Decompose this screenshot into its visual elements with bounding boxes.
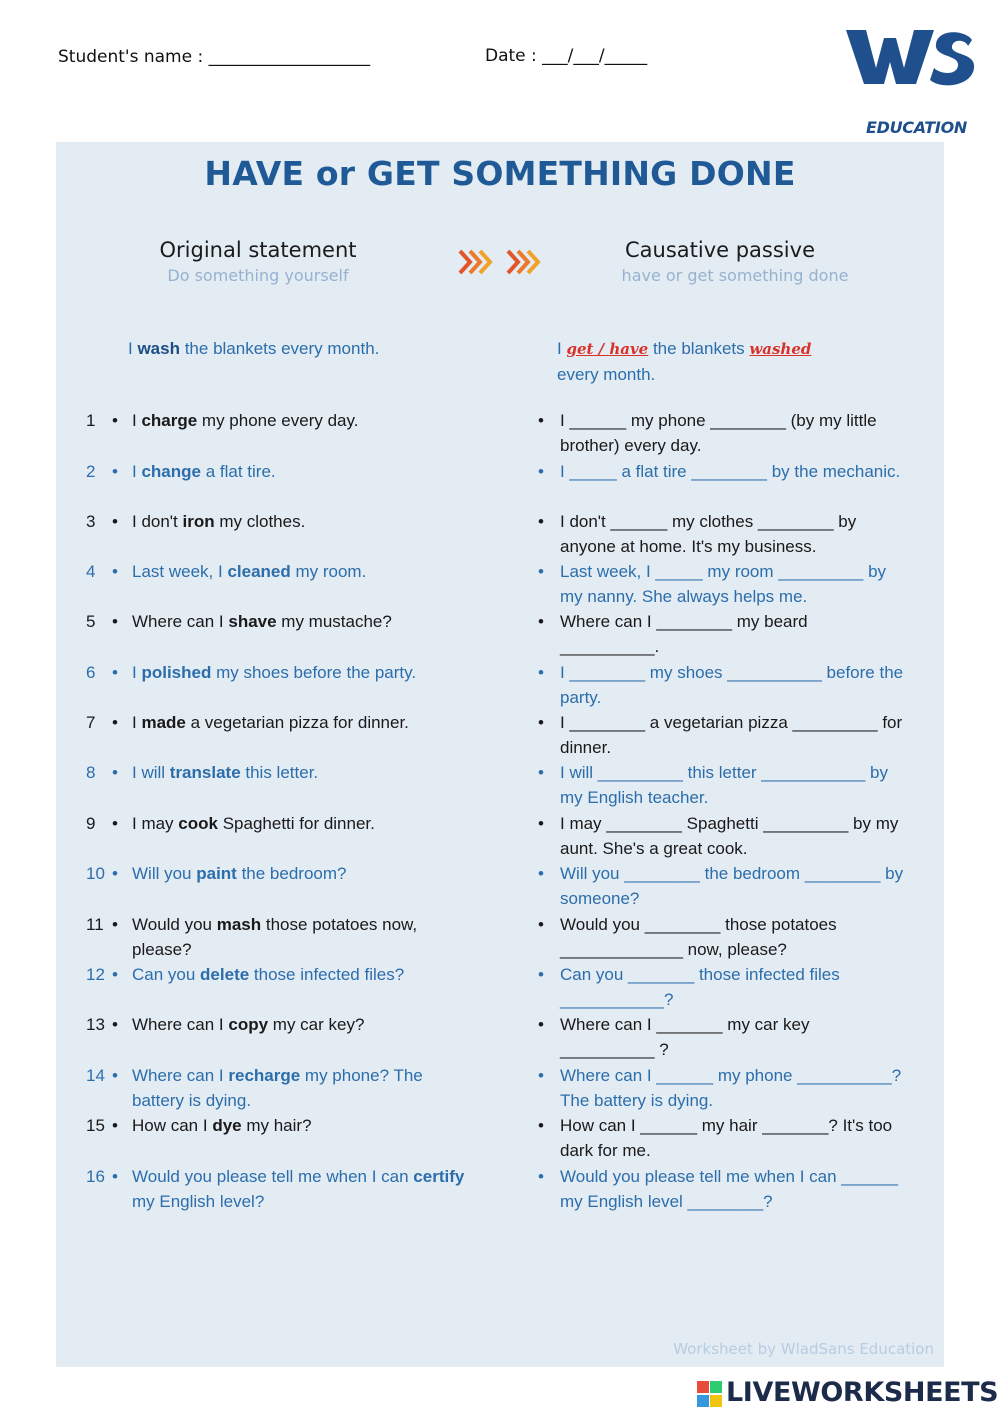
bullet-icon: • xyxy=(112,562,118,581)
item-number: 6 xyxy=(86,663,96,682)
bullet-icon: • xyxy=(112,411,118,430)
item-number: 10 xyxy=(86,864,105,883)
chevron-arrows-icon xyxy=(458,247,550,277)
item-number: 13 xyxy=(86,1015,105,1034)
bullet-icon: • xyxy=(538,411,544,430)
right-column-heading: Causative passive xyxy=(624,238,815,262)
item-number: 5 xyxy=(86,612,96,631)
bullet-icon: • xyxy=(538,562,544,581)
bullet-icon: • xyxy=(538,713,544,732)
original-sentence: Will you paint the bedroom? xyxy=(132,864,347,883)
original-sentence: Where can I recharge my phone? The battery is dying. xyxy=(132,1066,423,1110)
original-sentence: Can you delete those infected files? xyxy=(132,965,405,984)
example-answer-get-have: get / have xyxy=(566,340,649,358)
item-number: 3 xyxy=(86,512,96,531)
liveworksheets-brand: LIVEWORKSHEETS xyxy=(726,1377,999,1408)
bullet-icon: • xyxy=(112,612,118,631)
bullet-icon: • xyxy=(538,814,544,833)
original-sentence: How can I dye my hair? xyxy=(132,1116,312,1135)
causative-answer-field[interactable]: Would you ________ those potatoes _____________ now, please? xyxy=(560,915,837,959)
original-sentence: I may cook Spaghetti for dinner. xyxy=(132,814,375,833)
bullet-icon: • xyxy=(538,663,544,682)
item-number: 7 xyxy=(86,713,96,732)
causative-answer-field[interactable]: I ________ a vegetarian pizza _________ for dinner. xyxy=(560,713,903,757)
ws-logo-icon xyxy=(846,26,976,88)
original-sentence: Would you please tell me when I can certify my English level? xyxy=(132,1167,465,1211)
bullet-icon: • xyxy=(538,965,544,984)
bullet-icon: • xyxy=(538,512,544,531)
item-number: 1 xyxy=(86,411,96,430)
example-original: I wash the blankets every month. xyxy=(128,339,380,358)
bullet-icon: • xyxy=(112,1015,118,1034)
right-column-subheading: have or get something done xyxy=(621,266,849,285)
item-number: 2 xyxy=(86,462,96,481)
item-number: 11 xyxy=(86,915,104,934)
bullet-icon: • xyxy=(112,1167,118,1186)
causative-answer-field[interactable]: Where can I ________ my beard __________. xyxy=(560,612,808,656)
causative-answer-field[interactable]: Will you ________ the bedroom ________ by someone? xyxy=(560,864,904,908)
causative-answer-field[interactable]: Last week, I _____ my room _________ by my nanny. She always helps me. xyxy=(560,562,887,606)
original-sentence: Would you mash those potatoes now, please? xyxy=(132,915,418,959)
bullet-icon: • xyxy=(112,814,118,833)
page-title: HAVE or GET SOMETHING DONE xyxy=(204,154,796,193)
bullet-icon: • xyxy=(112,965,118,984)
causative-answer-field[interactable]: Where can I ______ my phone __________? The battery is dying. xyxy=(560,1066,902,1110)
original-sentence: Where can I copy my car key? xyxy=(132,1015,365,1034)
original-sentence: I made a vegetarian pizza for dinner. xyxy=(132,713,409,732)
left-column-heading: Original statement xyxy=(159,238,357,262)
bullet-icon: • xyxy=(538,612,544,631)
bullet-icon: • xyxy=(538,763,544,782)
original-sentence: Where can I shave my mustache? xyxy=(132,612,392,631)
bullet-icon: • xyxy=(538,864,544,883)
example-answer-washed: washed xyxy=(749,340,812,358)
item-number: 4 xyxy=(86,562,96,581)
original-sentence: I polished my shoes before the party. xyxy=(132,663,417,682)
left-column-subheading: Do something yourself xyxy=(167,266,349,285)
bullet-icon: • xyxy=(538,1015,544,1034)
causative-answer-field[interactable]: Would you please tell me when I can ______ my English level ________? xyxy=(560,1167,899,1211)
logo-education-text: EDUCATION xyxy=(866,118,967,137)
original-sentence: I don't iron my clothes. xyxy=(132,512,306,531)
bullet-icon: • xyxy=(538,915,544,934)
bullet-icon: • xyxy=(112,763,118,782)
causative-answer-field[interactable]: I _____ a flat tire ________ by the mechanic. xyxy=(560,462,901,481)
causative-answer-field[interactable]: Can you _______ those infected files ___________? xyxy=(560,965,840,1009)
left-column-header xyxy=(108,238,408,285)
bullet-icon: • xyxy=(112,462,118,481)
item-number: 9 xyxy=(86,814,96,833)
bullet-icon: • xyxy=(112,864,118,883)
date-field[interactable]: Date : ___/___/_____ xyxy=(485,46,648,66)
causative-answer-field[interactable]: How can I ______ my hair _______? It's too dark for me. xyxy=(560,1116,893,1160)
causative-answer-field[interactable]: I ______ my phone ________ (by my little brother) every day. xyxy=(560,411,877,455)
item-number: 14 xyxy=(86,1066,105,1085)
original-sentence: I charge my phone every day. xyxy=(132,411,359,430)
student-name-field[interactable]: Student's name : ___________________ xyxy=(58,47,371,67)
bullet-icon: • xyxy=(112,713,118,732)
item-number: 8 xyxy=(86,763,96,782)
bullet-icon: • xyxy=(112,1066,118,1085)
original-sentence: Last week, I cleaned my room. xyxy=(132,562,367,581)
item-number: 16 xyxy=(86,1167,105,1186)
original-sentence: I will translate this letter. xyxy=(132,763,319,782)
causative-answer-field[interactable]: I ________ my shoes __________ before the party. xyxy=(560,663,904,707)
example-causative: I get / have the blankets washed every month. xyxy=(557,339,812,384)
bullet-icon: • xyxy=(112,512,118,531)
bullet-icon: • xyxy=(112,1116,118,1135)
bullet-icon: • xyxy=(538,1167,544,1186)
causative-answer-field[interactable]: I don't ______ my clothes ________ by anyone at home. It's my business. xyxy=(560,512,857,556)
liveworksheets-logo-icon xyxy=(697,1380,723,1410)
item-number: 15 xyxy=(86,1116,105,1135)
right-column-header xyxy=(590,238,880,285)
original-sentence: I change a flat tire. xyxy=(132,462,276,481)
bullet-icon: • xyxy=(538,462,544,481)
item-number: 12 xyxy=(86,965,105,984)
ws-education-logo xyxy=(846,26,976,137)
bullet-icon: • xyxy=(538,1066,544,1085)
causative-answer-field[interactable]: Where can I _______ my car key __________ ? xyxy=(560,1015,810,1059)
bullet-icon: • xyxy=(112,663,118,682)
causative-answer-field[interactable]: I may ________ Spaghetti _________ by my aunt. She's a great cook. xyxy=(560,814,899,858)
bullet-icon: • xyxy=(538,1116,544,1135)
bullet-icon: • xyxy=(112,915,118,934)
causative-answer-field[interactable]: I will _________ this letter ___________ by my English teacher. xyxy=(560,763,888,807)
worksheet-credit: Worksheet by WladSans Education xyxy=(673,1340,934,1358)
